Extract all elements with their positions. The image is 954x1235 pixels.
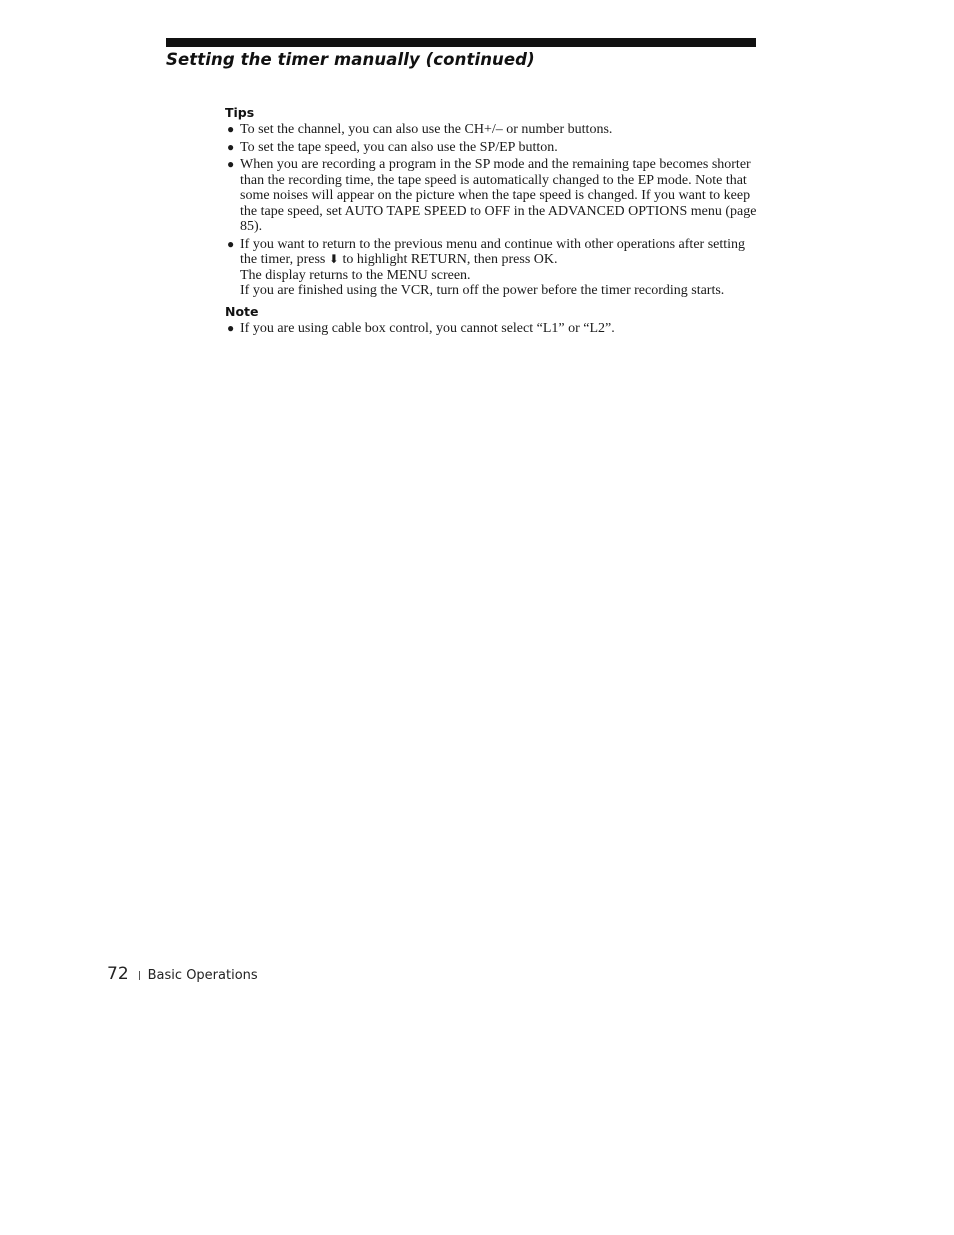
tip-item: [225, 122, 757, 138]
tip-text: To set the channel, you can also use the CH+/– or number buttons.: [240, 122, 613, 137]
tips-list: [225, 122, 757, 299]
tip-text-part2: to highlight RETURN, then press OK.: [342, 252, 558, 267]
tip-text: To set the tape speed, you can also use the SP/EP button.: [240, 139, 558, 155]
note-heading: Note: [225, 303, 259, 319]
tip-item: [225, 157, 757, 235]
tip-item: [225, 140, 757, 156]
note-list: [225, 321, 757, 337]
bullet-icon: ●: [227, 139, 235, 154]
tip-text: When you are recording a program in the SP mode and the remaining tape becomes shorter than the recording time, the tape speed is automatically changed to the EP mode. Note that some noises will appear on the picture when the tape speed is changed. If you want to keep the tape speed, set AUTO TAPE SPEED to OFF in the ADVANCED OPTIONS menu (page 85).: [240, 157, 757, 234]
bullet-icon: ●: [227, 122, 235, 136]
tip-followup-text: The display returns to the MENU screen.: [240, 267, 471, 283]
bullet-icon: ●: [227, 236, 235, 251]
section-title: Setting the timer manually (continued): [166, 50, 535, 69]
tip-text: [240, 237, 757, 268]
note-text: If you are using cable box control, you cannot select “L1” or “L2”.: [240, 320, 615, 336]
tip-followup-text: If you are finished using the VCR, turn off the power before the timer recording starts.: [240, 283, 725, 298]
main-content: [225, 104, 757, 338]
tips-heading: Tips: [225, 105, 255, 120]
tip-item: [225, 237, 757, 299]
page-number: 72: [107, 964, 129, 984]
page-footer: [107, 964, 258, 984]
down-arrow-icon: ⬇: [328, 252, 339, 266]
footer-section-label: Basic Operations: [147, 968, 258, 983]
note-item: [225, 321, 757, 337]
bullet-icon: ●: [227, 157, 235, 171]
bullet-icon: ●: [227, 320, 235, 335]
header-rule: [166, 38, 756, 47]
tip-text-part1: If you want to return to the previous menu and continue with other operations after setting the timer, press: [240, 236, 746, 267]
footer-divider: [139, 971, 140, 980]
